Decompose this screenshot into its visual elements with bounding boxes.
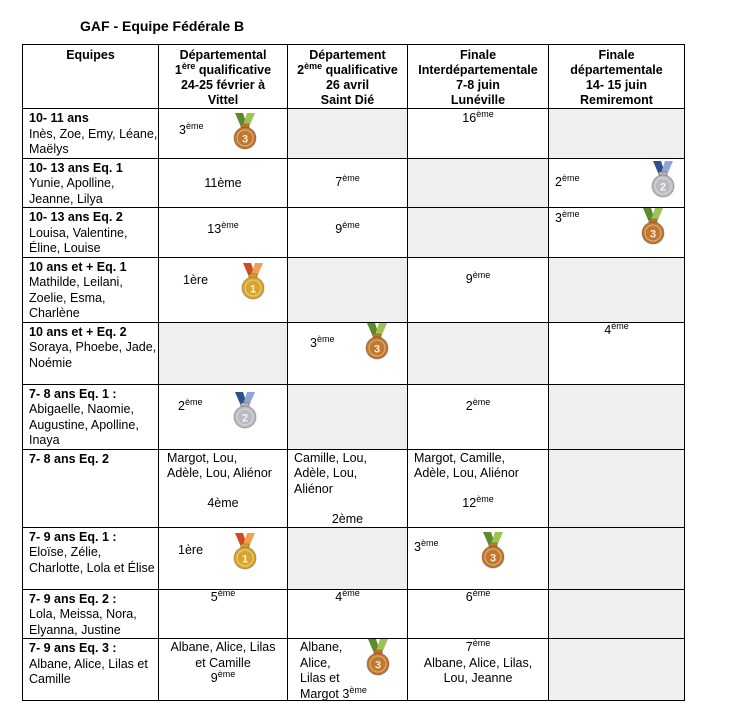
rank-text: 2ème (331, 511, 364, 526)
result-cell-c3 (408, 384, 549, 449)
table-row (23, 257, 685, 322)
silver-medal-icon (231, 392, 259, 430)
team-members: Louisa, Valentine, Éline, Louise (29, 225, 128, 255)
table-row (23, 527, 685, 589)
table-row (23, 589, 685, 639)
result-cell-c3 (408, 527, 549, 589)
team-members: Eloïse, Zélie, Charlotte, Lola et Élise (29, 545, 155, 575)
team-cell (23, 158, 159, 208)
rank-text: 1ère (183, 272, 209, 287)
result-cell-c4 (549, 109, 685, 159)
rank-text: 1ère (178, 542, 204, 557)
results-table (22, 44, 685, 701)
result-cell-c2 (288, 589, 408, 639)
result-cell-c2 (288, 449, 408, 527)
svg-text:3: 3 (489, 552, 497, 564)
team-cell (23, 109, 159, 159)
rank-text: 2ème (465, 396, 491, 413)
team-name: 10- 11 ans (29, 111, 89, 125)
svg-text:3: 3 (374, 659, 382, 672)
rank-text: 4ème (604, 320, 629, 337)
svg-text:1: 1 (249, 283, 257, 295)
svg-text:3: 3 (241, 133, 249, 146)
result-cell-c4 (549, 527, 685, 589)
rank-text: 9ème (335, 219, 360, 236)
cell-name-line: Albane, (300, 640, 343, 654)
bronze-medal-icon (639, 208, 667, 246)
team-cell (23, 449, 159, 527)
team-members: Inès, Zoe, Emy, Léane, Maëlys (29, 126, 158, 156)
rank-text: 9ème (465, 269, 491, 286)
rank-text: 4ème (335, 587, 360, 604)
rank-text: 13ème (207, 219, 239, 236)
result-cell-c4 (549, 257, 685, 322)
result-cell-c4 (549, 322, 685, 384)
team-name: 7- 8 ans Eq. 2 (29, 451, 109, 466)
table-row (23, 208, 685, 258)
team-cell (23, 384, 159, 449)
cell-name-line: Aliénor (294, 481, 333, 496)
cell-name-line: Adèle, Lou, Aliénor (167, 466, 272, 480)
result-cell-c3 (408, 158, 549, 208)
result-cell-c2 (288, 158, 408, 208)
result-cell-c2 (288, 109, 408, 159)
cell-name-line: Margot, Lou, (167, 450, 238, 465)
cell-name-line: Camille, Lou, (294, 450, 367, 465)
rank-text: 3ème (310, 333, 335, 350)
rank-text: 3ème (179, 120, 204, 137)
gold-medal-icon (231, 533, 259, 571)
header-col2: Département 2ème qualificative 26 avril Saint Dié (288, 45, 408, 109)
team-name: 7- 8 ans Eq. 1 : (29, 386, 117, 401)
gold-medal-icon (239, 263, 267, 301)
team-name: 10 ans et + Eq. 1 (29, 259, 127, 274)
cell-name-line: Margot 3ème (300, 684, 367, 701)
header-team: Equipes (23, 45, 159, 109)
cell-name-line: Lilas et (300, 671, 340, 685)
rank-text: 3ème (414, 537, 439, 554)
team-name: 10- 13 ans Eq. 1 (29, 160, 123, 175)
rank-text: 4ème (207, 495, 239, 510)
result-cell-c3 (408, 208, 549, 258)
result-cell-c1 (159, 639, 288, 701)
team-members: Yunie, Apolline, Jeanne, Lilya (29, 176, 115, 206)
result-cell-c2 (288, 208, 408, 258)
svg-text:2: 2 (659, 181, 667, 193)
rank-text: 2ème (178, 396, 203, 413)
team-name: 7- 9 ans Eq. 3 : (29, 641, 117, 655)
result-cell-c3 (408, 109, 549, 159)
team-cell (23, 322, 159, 384)
table-row (23, 639, 685, 701)
rank-text: 5ème (210, 587, 236, 604)
result-cell-c3 (408, 322, 549, 384)
svg-text:3: 3 (649, 228, 657, 241)
table-row (23, 322, 685, 384)
result-cell-c3 (408, 257, 549, 322)
result-cell-c1 (159, 158, 288, 208)
result-cell-c4 (549, 639, 685, 701)
rank-text: 11ème (204, 175, 242, 190)
rank-text: 7ème (335, 172, 360, 189)
team-cell (23, 208, 159, 258)
result-cell-c2 (288, 322, 408, 384)
bronze-medal-icon (479, 532, 507, 570)
rank-text: 6ème (465, 587, 491, 604)
result-cell-c2 (288, 257, 408, 322)
result-cell-c2 (288, 527, 408, 589)
table-row (23, 384, 685, 449)
table-row (23, 449, 685, 527)
svg-text:2: 2 (241, 412, 249, 424)
table-row (23, 158, 685, 208)
svg-text:1: 1 (241, 553, 249, 565)
result-cell-c1 (159, 449, 288, 527)
rank-text: 2ème (555, 172, 580, 189)
result-cell-c4 (549, 208, 685, 258)
result-cell-c2 (288, 639, 408, 701)
svg-text:3: 3 (373, 343, 381, 355)
cell-name-line: Alice, (300, 655, 331, 670)
team-cell (23, 527, 159, 589)
silver-medal-icon (649, 161, 677, 199)
header-col3: Finale Interdépartementale 7-8 juin Lunéville (408, 45, 549, 109)
team-cell (23, 589, 159, 639)
result-cell-c4 (549, 589, 685, 639)
rank-text: Albane, Alice, Lilas et Camille 9ème (170, 640, 276, 685)
team-name: 7- 9 ans Eq. 1 : (29, 529, 117, 544)
team-cell (23, 639, 159, 701)
page-title: GAF - Equipe Fédérale B (80, 18, 245, 34)
result-cell-c1 (159, 109, 288, 159)
result-cell-c1 (159, 208, 288, 258)
team-members: Soraya, Phoebe, Jade, Noémie (29, 340, 157, 370)
header-col1: Départemental 1ère qualificative 24-25 février à Vittel (159, 45, 288, 109)
bronze-medal-icon (363, 323, 391, 361)
team-name: 10 ans et + Eq. 2 (29, 324, 127, 339)
rank-text: 12ème (462, 493, 494, 510)
result-cell-c1 (159, 322, 288, 384)
result-cell-c3 (408, 449, 549, 527)
rank-text: 3ème (555, 208, 580, 225)
team-members: Albane, Alice, Lilas et Camille (29, 656, 148, 686)
header-row (23, 45, 685, 109)
result-cell-c3 (408, 589, 549, 639)
bronze-medal-icon (231, 113, 259, 151)
rank-text: 7ème Albane, Alice, Lilas, Lou, Jeanne (423, 637, 533, 685)
result-cell-c4 (549, 384, 685, 449)
team-members: Abigaelle, Naomie, Augustine, Apolline, Inaya (29, 402, 139, 447)
rank-text: 16ème (462, 108, 494, 125)
team-name: 7- 9 ans Eq. 2 : (29, 591, 117, 606)
result-cell-c2 (288, 384, 408, 449)
bronze-medal-icon (364, 639, 392, 677)
result-cell-c4 (549, 449, 685, 527)
result-cell-c1 (159, 384, 288, 449)
team-cell (23, 257, 159, 322)
cell-name-line: Adèle, Lou, (294, 466, 358, 480)
table-row (23, 109, 685, 159)
result-cell-c4 (549, 158, 685, 208)
result-cell-c1 (159, 257, 288, 322)
team-name: 10- 13 ans Eq. 2 (29, 210, 123, 224)
result-cell-c3 (408, 639, 549, 701)
cell-name-line: Margot, Camille, (414, 450, 505, 465)
result-cell-c1 (159, 589, 288, 639)
cell-name-line: Adèle, Lou, Aliénor (414, 466, 519, 480)
result-cell-c1 (159, 527, 288, 589)
team-members: Lola, Meissa, Nora, Elyanna, Justine (29, 607, 137, 637)
header-col4: Finale départementale 14- 15 juin Remiremont (549, 45, 685, 109)
team-members: Mathilde, Leilani, Zoelie, Esma, Charlène (29, 275, 123, 320)
